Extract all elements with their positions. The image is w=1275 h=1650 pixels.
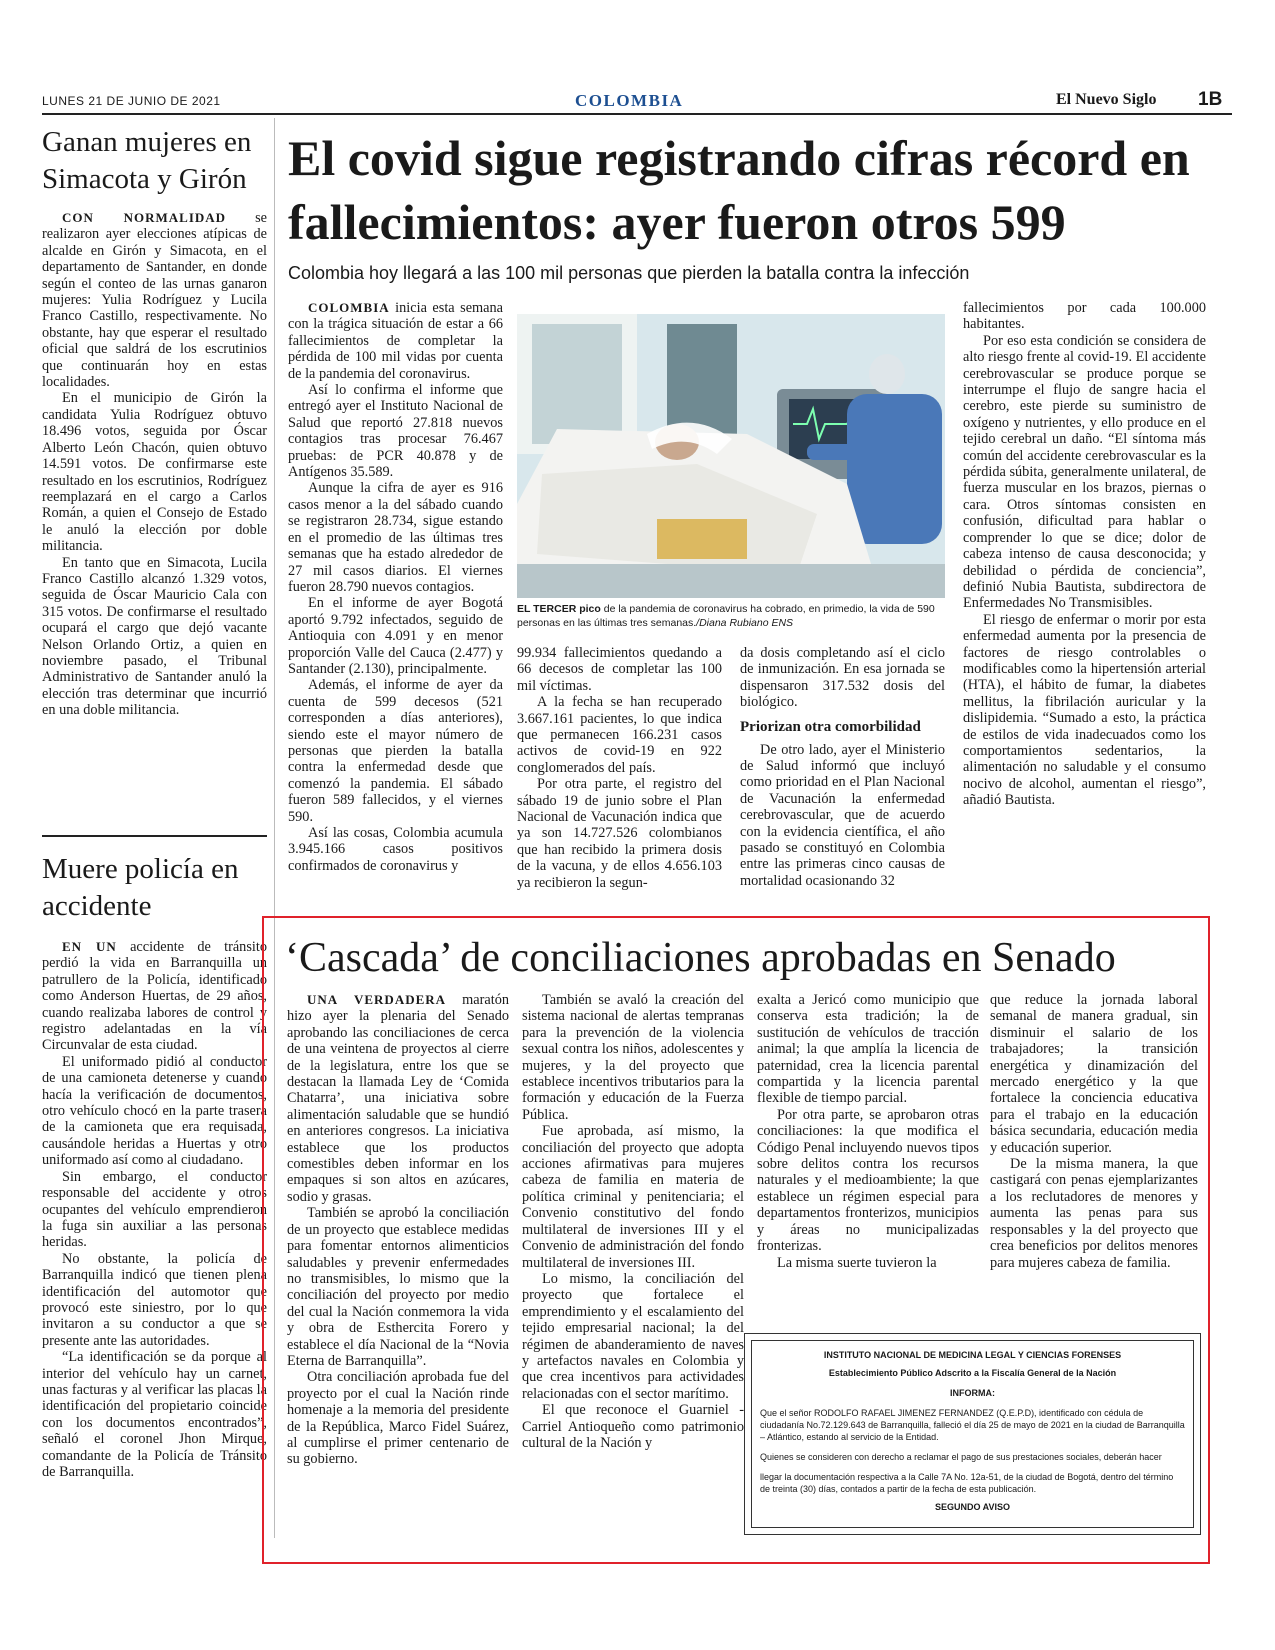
main-paragraph: Así lo confirma el informe que entregó ayer el Instituto Nacional de Salud que reportó 27.818 nuevos contagios tras procesar 76.467 pruebas: de PCR 40.878 y de Antígenos 35.589.	[288, 382, 503, 481]
masthead-rule	[42, 113, 1232, 115]
elections-lead: CON NORMALIDAD	[62, 210, 227, 225]
police-paragraph: Sin embargo, el conductor responsable del accidente y otros ocupantes del vehículo emprendieron la fuga sin auxiliar a las personas heridas.	[42, 1168, 267, 1251]
elections-headline: Ganan mujeres en Simacota y Girón	[42, 126, 252, 195]
senate-column-3	[757, 992, 979, 1271]
issue-date: LUNES 21 DE JUNIO DE 2021	[42, 94, 221, 108]
senate-column-2	[522, 992, 744, 1451]
caption-lead: EL TERCER pico	[517, 603, 601, 615]
senate-paragraph: Fue aprobada, así mismo, la conciliación del proyecto que adopta acciones afirmativas para mujeres cabeza de familia en materia de política criminal y penitenciaria; el Convenio constitutivo del fondo multilateral de inversiones III y el Convenio de administración del fondo multilateral de inversiones III.	[522, 1123, 744, 1271]
senate-paragraph: De la misma manera, la que castigará con penas ejemplarizantes a los reclutadores de menores y aumenta las penas para sus responsables y la del proyecto que crea beneficios por delitos menores para mujeres cabeza de familia.	[990, 1156, 1198, 1271]
notice-title: INSTITUTO NACIONAL DE MEDICINA LEGAL Y CIENCIAS FORENSES	[823, 1350, 1122, 1360]
notice-text: Quienes se consideren con derecho a reclamar el pago de sus prestaciones sociales, deberán hacer	[760, 1452, 1162, 1462]
main-paragraph: Así las cosas, Colombia acumula 3.945.166 casos positivos confirmados de coronavirus y	[288, 825, 503, 874]
comorbidity-subheading: Priorizan otra comorbilidad	[740, 718, 921, 735]
police-lead: EN UN	[62, 939, 117, 954]
senate-lead: UNA VERDADERA	[307, 992, 447, 1007]
caption-text: de la pandemia de coronavirus ha cobrado, en primedio, la vida de 590 personas en las últimas tres semanas.	[517, 603, 935, 629]
senate-paragraph: Lo mismo, la conciliación del proyecto que fortalece el emprendimiento y el escalamiento del tejido empresarial nacional; la del régimen de abanderamiento de naves y artefactos navales en Colombia y que crea incentivos para actividades relacionadas con el sector marítimo.	[522, 1270, 744, 1402]
main-column-4	[963, 300, 1206, 809]
notice-informa: INFORMA:	[950, 1388, 995, 1398]
left-column-divider	[42, 835, 267, 837]
police-paragraph: “La identificación se da porque al interior del vehículo hay un carnet, unas facturas y al verificar las placas la identificación del propietario coincide con los documentos encontrados”, señaló el coronel Jhon Mirque, comandante de la Policía de Tránsito de Barranquilla.	[42, 1349, 267, 1480]
main-paragraph: fallecimientos por cada 100.000 habitantes.	[963, 300, 1206, 333]
main-paragraph: inicia esta semana con la trágica situación de estar a 66 fallecimientos de completar la pérdida de 100 mil vidas por cuenta de la pandemia del coronavirus.	[288, 300, 503, 382]
police-paragraph: accidente de tránsito perdió la vida en Barranquilla un patrullero de la Policía, identificado como Anderson Huertas, de 29 años, cuando realizaba labores de control y registro adelantadas en la vía Circunvalar de esta ciudad.	[42, 939, 267, 1054]
main-lead: COLOMBIA	[308, 300, 390, 315]
senate-paragraph: Otra conciliación aprobada fue del proyecto por el cual la Nación rinde homenaje a la memoria del presidente de la República, Marco Fidel Suárez, al cumplirse el primer centenario de su gobierno.	[287, 1369, 509, 1468]
legal-notice-inner	[751, 1340, 1194, 1528]
senate-paragraph: También se aprobó la conciliación de un proyecto que establece medidas para fomentar entornos alimenticios saludables y prevenir enfermedades no transmisibles, lo mismo que la conciliación del proyecto por medio del cual la Nación conmemora la vida y obra de Esthercita Forero y establece el día Nacional de la “Novia Eterna de Barranquilla”.	[287, 1205, 509, 1369]
main-column-1	[288, 300, 503, 874]
main-paragraph: Por eso esta condición se considera de alto riesgo frente al covid-19. El accidente cerebrovascular se produce porque se interrumpe el flujo de sangre hacia el cerebro, este pierde su suministro de oxígeno y nutrientes, y ello produce en el tejido cerebral un daño. “El síntoma más común del accidente cerebrovascular es la pérdida súbita, generalmente unilateral, de fuerza muscular en los brazos, piernas o cara. Otros síntomas consisten en confusión, dificultad para hablar o comprender lo que se dice; dolor de cabeza intenso de causa desconocida; y debilidad o pérdida de conciencia”, definió Nubia Bautista, subdirectora de Enfermedades No Transmisibles.	[963, 332, 1206, 612]
main-column-2	[517, 645, 722, 891]
main-paragraph: El riesgo de enfermar o morir por esta enfermedad aumenta por la presencia de factores de riesgo controlables o modificables como la hipertensión arterial (HTA), el hábito de fumar, la diabetes mellitus, la fibrilación auricular y la dislipidemia. “Sumado a esto, la práctica de estilos de vida inadecuados como los comportamientos sedentarios, la alimentación no saludable y el consumo nocivo de alcohol, aumentan el riesgo”, añadió Bautista.	[963, 611, 1206, 809]
police-paragraph: El uniformado pidió al conductor de una camioneta detenerse y cuando hacía la verificación de documentos, otro vehículo chocó en la parte trasera de la camioneta que era requisada, causándole heridas a Huertas y otro uniformado así como al ciudadano.	[42, 1053, 267, 1169]
photo-caption	[517, 602, 945, 630]
main-paragraph: A la fecha se han recuperado 3.667.161 pacientes, lo que indica que permanecen 166.231 casos activos de covid-19 en 922 conglomerados del país.	[517, 694, 722, 776]
senate-column-4	[990, 992, 1198, 1271]
senate-column-1	[287, 992, 509, 1468]
main-column-3	[740, 645, 945, 889]
hospital-photo	[517, 314, 945, 598]
page-number: 1B	[1198, 89, 1223, 110]
senate-paragraph: También se avaló la creación del sistema nacional de alertas tempranas para la prevención de la violencia sexual contra los niños, adolescentes y mujeres, y la del proyecto que establece incentivos tributarios para la formación y educación de la Fuerza Pública.	[522, 992, 744, 1123]
main-paragraph: En el informe de ayer Bogotá aportó 9.792 infectados, seguido de Antioquia con 4.091 y en menor proporción Valle del Cauca (2.477) y Santander (2.130), principalmente.	[288, 595, 503, 677]
photo-credit: /Diana Rubiano ENS	[696, 617, 794, 629]
left-story-police	[42, 851, 267, 1480]
legal-notice	[744, 1333, 1201, 1535]
notice-text: Que el señor RODOLFO RAFAEL JIMENEZ FERNANDEZ (Q.E.P.D), identificado con cédula de ciudadanía No.72.129.643 de Barranquilla, falleció el día 25 de mayo de 2021 en la ciudad de Barranquilla – Atlántico, estando al servicio de la Entidad.	[760, 1408, 1185, 1442]
notice-subtitle: Establecimiento Público Adscrito a la Fiscalía General de la Nación	[828, 1368, 1117, 1378]
senate-paragraph: La misma suerte tuvieron la	[777, 1254, 937, 1271]
left-story-elections	[42, 124, 267, 719]
senate-paragraph: Por otra parte, se aprobaron otras conciliaciones: la que modifica el Código Penal incluyendo nuevos tipos sobre delitos contra los recursos naturales y el medioambiente; la que establece un régimen especial para departamentos fronterizos, municipios y áreas no municipalizadas fronterizas.	[757, 1106, 979, 1255]
main-paragraph: De otro lado, ayer el Ministerio de Salud informó que incluyó como prioridad en el Plan Nacional de Vacunación la enfermedad cerebrovascular, que de acuerdo con la evidencia científica, el año pasado se constituyó en Colombia entre las primeras cinco causas de mortalidad ocasionando 32	[740, 741, 945, 889]
main-paragraph: da dosis completando así el ciclo de inmunización. En esa jornada se dispensaron 317.532 dosis del biológico.	[740, 645, 945, 711]
elections-paragraph: En tanto que en Simacota, Lucila Franco Castillo alcanzó 1.329 votos, seguida de Óscar Mauricio Cala con 315 votos. De confirmarse el resultado ocupará el cargo que dejó vacante Nelson Orlando Ortiz, a quien en noviembre pasado, el Tribunal Administrativo de Santander anuló la elección tras determinar que incurrió en una doble militancia.	[42, 554, 267, 719]
main-headline: El covid sigue registrando cifras récord en fallecimientos: ayer fueron otros 599	[288, 130, 1190, 250]
section-name: COLOMBIA	[575, 91, 684, 110]
main-paragraph: 99.934 fallecimientos quedando a 66 decesos de completar las 100 mil víctimas.	[517, 645, 722, 694]
notice-footer: SEGUNDO AVISO	[934, 1502, 1010, 1512]
elections-paragraph: se realizaron ayer elecciones atípicas de alcalde en Girón y Simacota, en el departamento de Santander, en donde según el conteo de las urnas ganaron mujeres: Yulia Rodríguez y Lucila Franco Castillo, respectivamente. No obstante, hay que esperar el resultado oficial que saldrá de los escrutinios que continuarán hoy en estas localidades.	[42, 210, 267, 391]
main-paragraph: Además, el informe de ayer da cuenta de 599 decesos (521 corresponden a días anteriores), siendo este el mayor número de personas que pierden la batalla contra la enfermedad desde que comenzó la pandemia. El sábado fueron 589 fallecidos, y el viernes 590.	[288, 677, 503, 825]
police-headline: Muere policía en accidente	[42, 853, 239, 922]
elections-paragraph: En el municipio de Girón la candidata Yulia Rodríguez obtuvo 18.496 votos, seguida por Óscar Alberto León Chacón, quien obtuvo 14.591 votos. De confirmarse este resultado en los escrutinios, Rodríguez reemplazará en el cargo a Carlos Román, a quien el Consejo de Estado le anuló la elección por doble militancia.	[42, 390, 267, 555]
senate-paragraph: exalta a Jericó como municipio que conserva esta tradición; la de sustitución de vehículos de tracción animal; la que amplía la licencia de paternidad, crea la licencia parental compartida y la licencia parental flexible de tiempo parcial.	[757, 992, 979, 1107]
senate-headline: ‘Cascada’ de conciliaciones aprobadas en Senado	[285, 935, 1116, 981]
senate-paragraph: maratón hizo ayer la plenaria del Senado aprobando las conciliaciones de cerca de una veintena de proyectos al cierre de la legislatura, entre los que se destacan la llamada Ley de ‘Comida Chatarra’, una iniciativa sobre alimentación saludable que se hundió en anteriores congresos. La iniciativa establece que los productos comestibles deben informar en los empaques si son altos en azúcares, sodio y grasas.	[287, 992, 509, 1205]
senate-paragraph: que reduce la jornada laboral semanal de manera gradual, sin disminuir el salario de los trabajadores; la transición energética y dinamización del mercado energético y la que fortalece la conciencia educativa para el trabajo en la educación básica secundaria, educación media y educación superior.	[990, 992, 1198, 1156]
police-paragraph: No obstante, la policía de Barranquilla indicó que tienen plena identificación del automotor que provocó este siniestro, por lo que invitaron a su conductor a que se presente ante las autoridades.	[42, 1250, 267, 1349]
newspaper-name: El Nuevo Siglo	[1056, 91, 1157, 108]
main-paragraph: Por otra parte, el registro del sábado 19 de junio sobre el Plan Nacional de Vacunación indica que ya son 14.727.526 colombianos que han recibido la primera dosis de la vacuna, y de ellos 4.656.103 ya recibieron la segun-	[517, 776, 722, 891]
main-paragraph: Aunque la cifra de ayer es 916 casos menor a la del sábado cuando se registraron 28.734, sigue estando en el promedio de las últimas tres semanas que ha estado alrededor de 27 mil casos diarios. El viernes fueron 28.790 nuevos contagios.	[288, 480, 503, 595]
main-subheadline: Colombia hoy llegará a las 100 mil personas que pierden la batalla contra la infección	[288, 263, 970, 283]
notice-text: llegar la documentación respectiva a la Calle 7A No. 12a-51, de la ciudad de Bogotá, dentro del término de treinta (30) días, contados a partir de la fecha de esta publicación.	[760, 1472, 1174, 1494]
senate-paragraph: El que reconoce el Guarniel - Carriel Antioqueño como patrimonio cultural de la Nación y	[522, 1402, 744, 1451]
